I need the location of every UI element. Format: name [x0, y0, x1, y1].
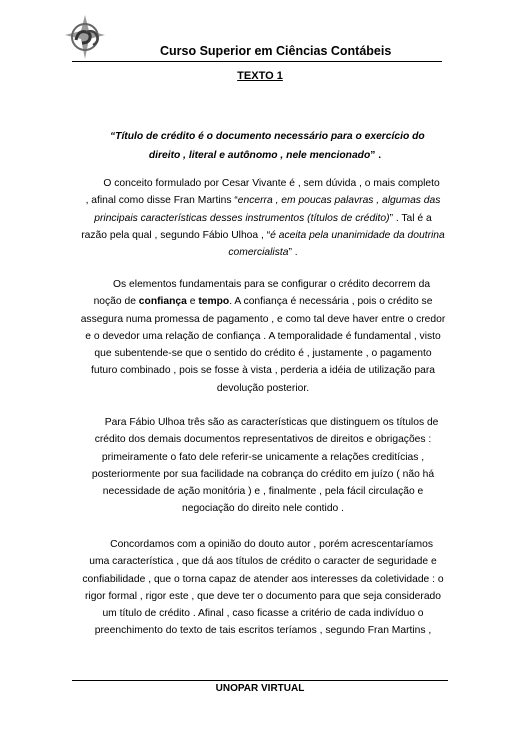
paragraph-line: principais características desses instrumentos (títulos de crédito)” . Tal é a [94, 212, 432, 224]
paragraph-line: um título de crédito . Afinal , caso ficasse a critério de cada indivíduo o [102, 608, 424, 620]
paragraph-4 [70, 536, 456, 640]
paragraph-line: O conceito formulado por Cesar Vivante é , sem dúvida , o mais completo [103, 178, 440, 189]
paragraph-2 [70, 276, 456, 397]
paragraph-3 [70, 414, 456, 518]
paragraph-line: confiabilidade , que o torna capaz de atender aos interesses da coletividade : o [82, 573, 444, 585]
paragraph-line: necessidade de ação monitória ) e , finalmente , pela fácil circulação e [102, 486, 424, 498]
header-divider [72, 61, 442, 62]
paragraph-line: que subentende-se que o sentido do crédito é , justamente , o pagamento [94, 348, 432, 360]
paragraph-line: preenchimento do texto de tais escritos teríamos , segundo Fran Martins , [94, 625, 432, 637]
paragraph-line: rigor formal , rigor este , que deve ter o documento para que seja considerado [84, 590, 442, 602]
text-heading: TEXTO 1 [237, 70, 283, 82]
course-title: Curso Superior em Ciências Contábeis [160, 44, 392, 58]
paragraph-line: Os elementos fundamentais para se configurar o crédito decorrem da [113, 279, 431, 290]
paragraph-line: crédito dos demais documentos representativos de direitos e obrigações : [94, 434, 432, 446]
paragraph-line: futuro combinado , pois se fosse à vista , perderia a idéia de utilização para [90, 365, 435, 377]
paragraph-line: , afinal como disse Fran Martins “encerra , em poucas palavras , algumas das [85, 195, 441, 207]
paragraph-line: primeiramente o fato dele referir-se unicamente a relações creditícias , [101, 451, 425, 463]
paragraph-1 [70, 175, 456, 261]
paragraph-line: uma característica , que dá aos títulos de crédito o caracter de seguridade e [89, 556, 437, 568]
quote-line: direito , literal e autônomo , nele mencionado” . [148, 150, 382, 161]
quote-line: “Título de crédito é o documento necessário para o exercício do [110, 131, 425, 142]
unopar-logo-icon [64, 14, 106, 60]
opening-quote [90, 127, 440, 165]
paragraph-line: razão pela qual , segundo Fábio Ulhoa , “é aceita pela unanimidade da doutrina [81, 229, 445, 241]
paragraph-line: e o devedor uma relação de confiança . A temporalidade é fundamental , visto [85, 330, 441, 342]
paragraph-line: comercialista” . [228, 247, 298, 259]
paragraph-line: devolução posterior. [216, 382, 310, 394]
paragraph-line: Para Fábio Ulhoa três são as características que distinguem os títulos de [104, 417, 439, 428]
footer-divider [72, 680, 448, 681]
paragraph-line: posteriormente por sua facilidade na cobrança do crédito em juízo ( não há [91, 468, 435, 480]
paragraph-line: noção de confiança e tempo. A confiança é necessária , pois o crédito se [93, 296, 433, 308]
paragraph-line: Concordamos com a opinião do douto autor , porém acrescentaríamos [110, 539, 433, 550]
paragraph-line: assegura numa promessa de pagamento , e como tal deve haver entre o credor [80, 313, 446, 325]
paragraph-line: negociação do direito nele contido . [181, 503, 344, 515]
footer-text: UNOPAR VIRTUAL [215, 683, 305, 694]
